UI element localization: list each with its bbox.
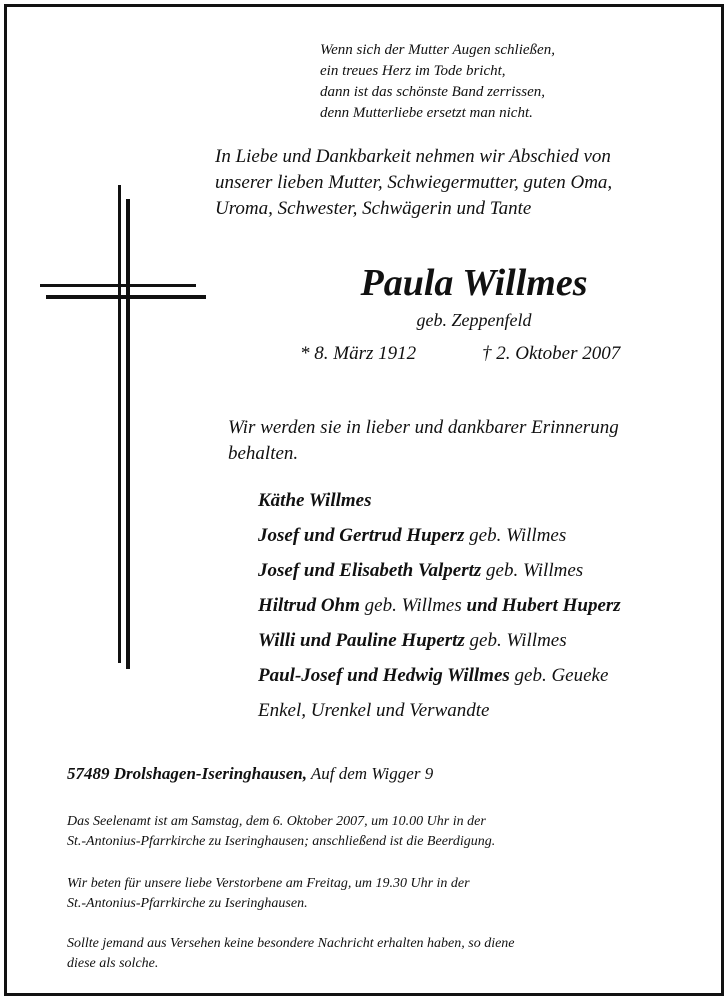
list-item bbox=[258, 523, 708, 558]
intro-line: unserer lieben Mutter, Schwiegermutter, guten Oma, bbox=[215, 172, 613, 193]
prayer-notice bbox=[67, 874, 707, 914]
list-item bbox=[258, 488, 708, 523]
poem-line: dann ist das schönste Band zerrissen, bbox=[320, 84, 545, 100]
list-item bbox=[258, 628, 708, 663]
list-item bbox=[258, 593, 708, 628]
memory-text bbox=[228, 415, 708, 467]
address-street: Auf dem Wigger 9 bbox=[310, 764, 434, 783]
intro-line: In Liebe und Dankbarkeit nehmen wir Abschied von bbox=[215, 146, 611, 167]
death-date: † 2. Oktober 2007 bbox=[482, 343, 621, 364]
notice-line: Das Seelenamt ist am Samstag, dem 6. Oktober 2007, um 10.00 Uhr in der bbox=[67, 814, 486, 829]
notice-line: St.-Antonius-Pfarrkirche zu Iseringhausen; anschließend ist die Beerdigung. bbox=[67, 834, 496, 849]
maiden-name: geb. Zeppenfeld bbox=[416, 310, 532, 330]
poem bbox=[320, 40, 555, 124]
mourner-name: Josef und Elisabeth Valpertz bbox=[258, 560, 482, 581]
list-item bbox=[258, 663, 708, 698]
poem-line: ein treues Herz im Tode bricht, bbox=[320, 63, 506, 79]
mourner-note: geb. Willmes bbox=[469, 525, 567, 546]
mourner-name: Käthe Willmes bbox=[258, 490, 372, 511]
mourner-name: Paul-Josef und Hedwig Willmes bbox=[258, 665, 510, 686]
requiem-notice bbox=[67, 812, 707, 852]
notice-line: Sollte jemand aus Versehen keine besondere Nachricht erhalten haben, so diene bbox=[67, 936, 515, 951]
intro-line: Uroma, Schwester, Schwägerin und Tante bbox=[215, 198, 532, 219]
closing-notice bbox=[67, 934, 707, 974]
mourners-list bbox=[258, 488, 708, 733]
list-item bbox=[258, 558, 708, 593]
poem-line: denn Mutterliebe ersetzt man nicht. bbox=[320, 105, 533, 121]
mourner-name: Josef und Gertrud Huperz bbox=[258, 525, 465, 546]
notice-line: St.-Antonius-Pfarrkirche zu Iseringhausen. bbox=[67, 896, 308, 911]
address-place: 57489 Drolshagen-Iseringhausen, bbox=[67, 764, 307, 783]
notice-line: diese als solche. bbox=[67, 956, 159, 971]
birth-date: * 8. März 1912 bbox=[300, 343, 417, 364]
deceased-name: Paula Willmes bbox=[360, 262, 588, 304]
poem-line: Wenn sich der Mutter Augen schließen, bbox=[320, 42, 555, 58]
memory-line: Wir werden sie in lieber und dankbarer Erinnerung bbox=[228, 417, 619, 438]
mourner-name: Willi und Pauline Hupertz bbox=[258, 630, 465, 651]
mourner-note: Enkel, Urenkel und Verwandte bbox=[258, 700, 490, 721]
notice-line: Wir beten für unsere liebe Verstorbene am Freitag, um 19.30 Uhr in der bbox=[67, 876, 470, 891]
double-line-cross-icon bbox=[40, 185, 210, 670]
mourner-note: geb. Geueke bbox=[514, 665, 609, 686]
mourner-name: Hiltrud Ohm bbox=[258, 595, 360, 616]
address bbox=[67, 763, 433, 785]
intro-text bbox=[215, 144, 715, 222]
mourner-note: geb. Willmes bbox=[486, 560, 584, 581]
list-item bbox=[258, 698, 708, 733]
mourner-name-extra: und Hubert Huperz bbox=[466, 595, 621, 616]
memory-line: behalten. bbox=[228, 443, 299, 464]
mourner-note: geb. Willmes bbox=[469, 630, 567, 651]
mourner-note: geb. Willmes bbox=[364, 595, 462, 616]
